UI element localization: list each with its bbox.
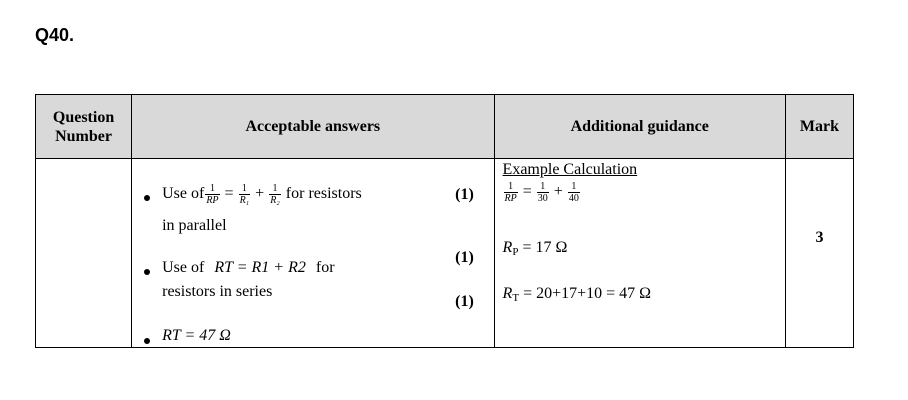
question-label: Q40. [35,25,75,45]
parallel-equation: $\frac{1}{RP}$ = $\frac{1}{30}$ + $\frac{1}{40}$ [504,181,579,204]
additional-guidance-cell [494,159,785,348]
bullet-dot [144,195,150,201]
answer-1: Use of $\frac{1}{RP}$ = $\frac{1}{\text{R₁}}$ + $\frac{1}{\text{R₂}}$ for resistors [162,183,362,206]
answer-3: RT = 47 Ω [162,327,231,344]
answer-1-suffix: for resistors [285,185,362,203]
answer-3-mark: (1) [455,293,474,310]
rt-result: $R_T = 20+17+10 = 47$ Ω [502,285,652,304]
header-question-number: Question Number [36,95,132,159]
header-additional-guidance: Additional guidance [494,95,785,159]
answer-1-mark: (1) [455,186,474,203]
fraction-1-r2: $\frac{1}{\text{R₂}}$ [270,183,280,206]
answer-2-formula: RT = R1 + R2 [214,259,306,276]
acceptable-answers-cell [132,159,494,348]
answer-2-mark: (1) [455,249,474,266]
answer-1-line2: in parallel [162,217,227,234]
answer-2: Use of RT = R1 + R2 for [162,259,335,276]
header-mark: Mark [785,95,853,159]
fraction-1-rp: $\frac{1}{RP}$ [206,183,219,206]
answer-row [36,159,854,348]
question-number-cell [36,159,132,348]
header-acceptable-answers: Acceptable answers [132,95,494,159]
header-row [36,95,854,159]
answer-2-line2: resistors in series [162,283,273,300]
fraction-1-r1: $\frac{1}{\text{R₁}}$ [239,183,250,206]
bullet-dot [144,338,150,344]
mark-cell [785,159,853,348]
answer-1-prefix: Use of [162,185,205,203]
rp-result: $R_P = 17$ Ω [502,239,568,258]
example-calculation-heading: Example Calculation [502,161,638,178]
bullet-dot [144,269,150,275]
mark-scheme-table [35,94,854,348]
mark-total: 3 [815,229,824,246]
